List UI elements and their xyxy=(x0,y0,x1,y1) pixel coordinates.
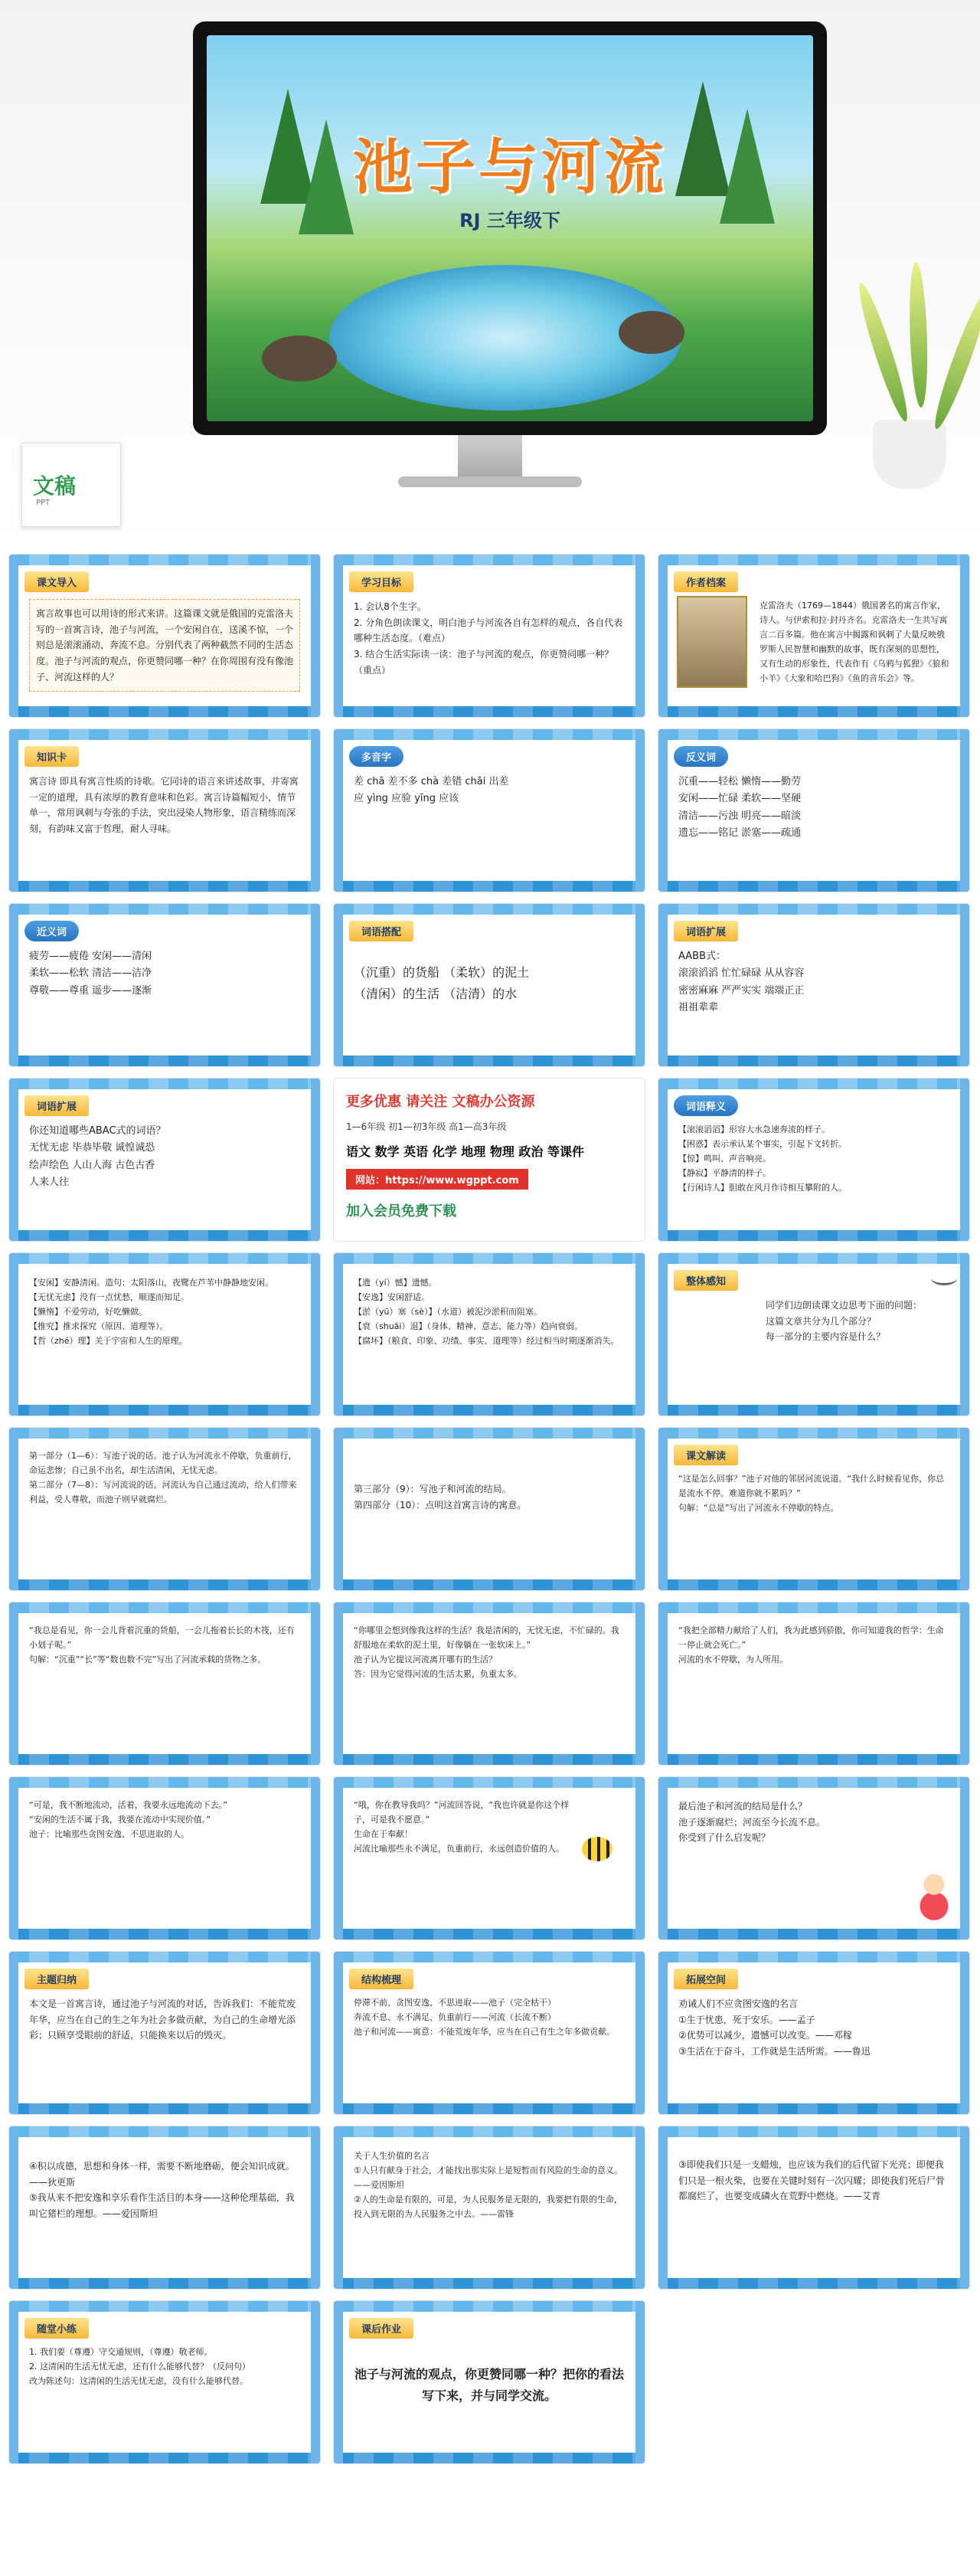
slide-tag: 近义词 xyxy=(24,921,79,941)
monitor-stand xyxy=(458,435,522,478)
page-title: 池子与河流 xyxy=(352,133,667,202)
slide-card[interactable] xyxy=(334,2301,645,2463)
monitor-frame xyxy=(193,21,827,435)
slide-text: “这是怎么回事？”池子对他的邻居河流说道。“我什么时候看见你，你总是流水不停。难道你就不累吗？” 句解：“总是”写出了河流永不停歇的特点。 xyxy=(678,1474,945,1513)
slide-text: ③即使我们只是一支蜡烛，也应该为我们的后代留下光亮；即便我们只是一根火柴，也要在关键时刻有一次闪耀；即使我们死后尸骨都腐烂了，也要变成磷火在荒野中燃烧。——艾青 xyxy=(678,2159,946,2202)
slide-card[interactable] xyxy=(9,1602,320,1765)
author-portrait xyxy=(677,596,747,688)
slide-card[interactable] xyxy=(9,729,320,892)
slide-text: 停滞不前、贪图安逸、不思进取——池子（完全枯干） 奔流不息、永不满足、负重前行——河流（长流不断） 池子和河流——寓意：不能荒废年华，应当在自己有生之年多做贡献。 xyxy=(354,1998,615,2037)
slide-card[interactable] xyxy=(334,1777,645,1939)
slide-tag: 课文导入 xyxy=(24,571,89,592)
slide-text: 本文是一首寓言诗，通过池子与河流的对话，告诉我们：不能荒废年华，应当在自己的生之年为社会多做贡献，为自己的生命增光添彩；只顾享受眼前的舒适，只能换来以后的毁灭。 xyxy=(29,1998,296,2041)
slide-tag: 词语释义 xyxy=(674,1095,738,1116)
leaf-icon xyxy=(929,290,980,432)
slide-tag: 随堂小练 xyxy=(24,2318,89,2339)
brand-sub: PPT xyxy=(36,499,51,507)
plant-pot xyxy=(873,420,946,489)
slide-text: 最后池子和河流的结局是什么？ 池子逐渐腐烂；河流至今长流不息。 你受到了什么启发呢？ xyxy=(678,1801,826,1844)
slide-card[interactable] xyxy=(334,1253,645,1416)
slide-card[interactable] xyxy=(334,904,645,1066)
slide-text: 【滚滚滔滔】形容大水急速奔流的样子。 【困惑】表示承认某个事实，引起下文转折。 【惊】鸣叫、声音响亮。 【静寂】平静清的样子。 【行闲诗人】胆敢在风月作诗相互攀附的人。 xyxy=(678,1124,847,1193)
slide-card[interactable] xyxy=(658,1602,969,1765)
slide-text: 第一部分（1—6）：写池子说的话。池子认为河流永不停歇，负重前行，命运悲惨；自己虽不出名，却生活清闲，无忧无虑。 第二部分（7—8）：写河流说的话。河流认为自己通过流动，给人们带来利益，受人尊敬，而池子则早就腐烂。 xyxy=(29,1451,297,1504)
slide-card[interactable] xyxy=(334,1602,645,1765)
slide-tag: 词语搭配 xyxy=(349,921,413,941)
slide-text: AABB式： 滚滚滔滔 忙忙碌碌 从从容容 密密麻麻 严严实实 端端正正 祖祖辈辈 xyxy=(678,951,805,1014)
slide-card[interactable] xyxy=(9,1777,320,1939)
slide-card[interactable] xyxy=(658,555,969,717)
slide-card[interactable] xyxy=(9,555,320,717)
slide-tag: 词语扩展 xyxy=(24,1095,89,1116)
slide-tag: 反义词 xyxy=(674,746,728,767)
slide-tag: 拓展空间 xyxy=(674,1969,738,1989)
slide-text: 关于人生价值的名言 ①人只有献身于社会，才能找出那实际上是短暂而有风险的生命的意义。——爱因斯坦 ②人的生命是有限的，可是，为人民服务是无限的，我要把有限的生命，投入到无限的为人民服务之中去。——雷锋 xyxy=(354,2151,622,2219)
brand-calendar xyxy=(21,443,121,527)
ad-title: 更多优惠 请关注 文稿办公资源 xyxy=(346,1094,535,1110)
child-icon xyxy=(913,1867,956,1924)
slide-tag: 作者档案 xyxy=(674,571,738,592)
slide-card[interactable] xyxy=(658,2126,969,2289)
slide-card[interactable] xyxy=(9,904,320,1066)
slide-tag: 词语扩展 xyxy=(674,921,738,941)
slide-text: 你还知道哪些ABAC式的词语？ 无忧无虑 毕恭毕敬 诚惶诚恐 绘声绘色 人山人海 古色古香 人来人往 xyxy=(29,1125,166,1189)
slide-tag: 课文解读 xyxy=(674,1445,738,1465)
slide-card[interactable] xyxy=(9,1428,320,1590)
slide-card[interactable] xyxy=(9,2301,320,2463)
slide-tag: 整体感知 xyxy=(674,1270,738,1291)
slide-card[interactable] xyxy=(658,1253,969,1416)
monitor-base xyxy=(398,476,582,487)
slide-tag: 学习目标 xyxy=(349,571,413,592)
slide-text: 差 chā 差不多 chà 差错 chāi 出差 应 yìng 应验 yīng 应该 xyxy=(354,776,509,805)
slide-card[interactable] xyxy=(9,2126,320,2289)
slide-card[interactable] xyxy=(658,729,969,892)
slide-text: 疲劳——疲倦 安闲——清闲 柔软——松软 清洁——洁净 尊敬——尊重 遥步——逐渐 xyxy=(29,951,152,997)
slide-text: “可是，我不断地流动，活着，我要永远地流动下去。” “安闲的生活不属于我，我要在流动中实现价值。” 池子：比喻那些贪图安逸、不思进取的人。 xyxy=(29,1800,227,1839)
slide-card[interactable] xyxy=(334,2126,645,2289)
slide-text: 劝诫人们不应贪图安逸的名言 ①生于忧患，死于安乐。——孟子 ②优势可以减少，遗憾可以改变。——邓稼 ③生活在于奋斗，工作就是生活所需。——鲁迅 xyxy=(678,1998,871,2057)
slide-tag: 主题归纳 xyxy=(24,1969,89,1989)
slide-text: 1. 会认8个生字。 2. 分角色朗读课文，明白池子与河流各自有怎样的观点，各自代表哪种生活态度。（难点） 3. 结合生活实际读一读：池子与河流的观点，你更赞同哪一种？（重点） xyxy=(354,601,623,676)
slide-text: “我总是看见，你一会儿背着沉重的货船，一会儿拖着长长的木筏，还有小划子呢。” 句解：“沉重”“长”等“数也数不完”写出了河流承载的货物之多。 xyxy=(29,1625,295,1664)
slide-text: 寓言故事也可以用诗的形式来讲。这篇课文就是俄国的克雷洛夫写的一首寓言诗，池子与河流，一个安闲自在，送溪不惊，一个则总是滚滚涌动，奔流不息。分别代表了两种截然不同的生活态度。池子与河流的观点，你更赞同哪一种？在你周围有没有像池子、河流这样的人？ xyxy=(29,599,300,692)
slide-text: 【遗（yí）憾】遗憾。 【安逸】安闲舒适。 【淤（yū）塞（sè）】（水道）被泥沙淤积而阻塞。 【衰（shuāi）退】（身体、精神、意志、能力等）趋向衰弱。 【腐坏】（粮食、印象、功绩、事实、道理等）经过相当时期逐渐消失。 xyxy=(354,1278,619,1346)
slide-card[interactable] xyxy=(334,1428,645,1590)
slide-text: 第三部分（9）：写池子和河流的结局。 第四部分（10）：点明这首寓言诗的寓意。 xyxy=(354,1484,527,1511)
leaf-icon xyxy=(907,262,929,408)
slide-text: 寓言诗 即具有寓言性质的诗歌。它同诗的语言来讲述故事，并寄寓一定的道理，具有浓厚的教育意味和色彩。寓言诗篇幅短小，情节单一，常用讽刺与夸张的手法，突出浸染人物形象，语言精练而深刻，有韵味又富于哲理，耐人寻味。 xyxy=(29,776,299,834)
slide-card[interactable] xyxy=(334,1952,645,2114)
slide-tag: 结构梳理 xyxy=(349,1969,413,1989)
slide-text: 克雷洛夫（1769—1844）俄国著名的寓言作家，诗人。与伊索和拉·封丹齐名。克雷洛夫一生共写寓言二百多篇。他在寓言中揭露和讽刺了大量反映俄罗斯人民智慧和幽默的故事，既有深刻的思想性，又有生动的形象性，代表作有《乌鸦与狐狸》《狼和小羊》《大象和哈巴狗》《鱼的音乐会》等。 xyxy=(760,601,949,683)
slide-tag: 知识卡 xyxy=(24,746,79,767)
slide-text: “你哪里会想到像我这样的生活？我是清闲的，无忧无虑，不忙碌的。我舒服地在柔软的泥土里，好像躺在一张软床上。” 池子认为它提议河流离开哪有的生活？ 答：因为它觉得河流的生活太累，负重太多。 xyxy=(354,1625,619,1679)
slide-card[interactable] xyxy=(9,1253,320,1416)
slide-text: 【安闲】安静清闲。造句：太阳落山，夜鹭在芦苇中静静地安闲。 【无忧无虑】没有一点忧愁，顺遂而知足。 【懒惰】不爱劳动，好吃懒做。 【推究】推求探究（原因、道理等）。 【哲（zhé）理】关于宇宙和人生的原理。 xyxy=(29,1278,273,1346)
slide-text: 1. 我们要（尊遵）守交通规则，（尊遵）敬老师。 2. 这清闲的生活无忧无虑，还有什么能够代替？（反问句） 改为陈述句：这清闲的生活无忧无虑，没有什么能够代替。 xyxy=(29,2347,250,2386)
slide-text: 同学们边朗读课文边思考下面的问题： 这篇文章共分为几个部分？ 每一部分的主要内容是什么？ xyxy=(766,1300,923,1343)
slide-card[interactable] xyxy=(334,555,645,717)
slide-text: 池子与河流的观点，你更赞同哪一种？把你的看法写下来，并与同学交流。 xyxy=(354,2367,624,2403)
slide-text: 沉重——轻松 懒惰——勤劳 安闲——忙碌 柔软——坚硬 清洁——污浊 明亮——暗淡 遗忘——铭记 淤塞——疏通 xyxy=(678,776,802,840)
page-subtitle: RJ 三年级下 xyxy=(459,210,560,231)
hero-banner xyxy=(0,0,980,552)
ad-slide[interactable]: 更多优惠 请关注 文稿办公资源 1—6年级 初1—初3年级 高1—高3年级 语文 数学 英语 化学 地理 物理 政治 等课件 网站：https://www.wgppt.com 加入会员免费下载 xyxy=(334,1079,645,1241)
slide-grid xyxy=(9,555,971,2476)
slide-card[interactable] xyxy=(658,1428,969,1590)
slide-tag: 多音字 xyxy=(349,746,403,767)
bee-icon xyxy=(582,1837,612,1861)
bird-icon xyxy=(931,1272,957,1285)
rock-icon xyxy=(262,336,337,381)
rock-icon xyxy=(619,311,684,354)
slide-text: “我把全部精力献给了人们，我为此感到骄傲，你可知道我的哲学：生命一停止就会死亡。” 河流的水不停歇，为人所用。 xyxy=(678,1625,944,1664)
slide-card[interactable] xyxy=(658,1952,969,2114)
slide-card[interactable] xyxy=(658,904,969,1066)
slide-card[interactable] xyxy=(9,1952,320,2114)
slide-card[interactable] xyxy=(658,1079,969,1241)
cover-image xyxy=(207,35,813,421)
slide-card[interactable] xyxy=(334,729,645,892)
slide-text: “哦，你在教导我吗？”河流回答说，“我也许就是你这个样子，可是我不愿意。” 生命在于奉献！ 河流比喻那些永不满足，负重前行，永远创造价值的人。 xyxy=(354,1800,570,1854)
slide-card[interactable] xyxy=(658,1777,969,1939)
leaf-icon xyxy=(853,280,914,424)
slide-tag: 课后作业 xyxy=(349,2318,413,2339)
slide-text: （沉重）的货船 （柔软）的泥土 （清闲）的生活 （洁清）的水 xyxy=(354,965,530,1001)
slide-text: ④积以成德，思想和身体一样，需要不断地磨砺，便会知识成就。——狄更斯 ⑤我从来不把安逸和享乐看作生活目的本身——这种伦理基础，我叫它猪栏的理想。——爱因斯坦 xyxy=(29,2161,295,2219)
slide-card[interactable] xyxy=(9,1079,320,1241)
brand-logo: 文稿 xyxy=(33,473,77,499)
